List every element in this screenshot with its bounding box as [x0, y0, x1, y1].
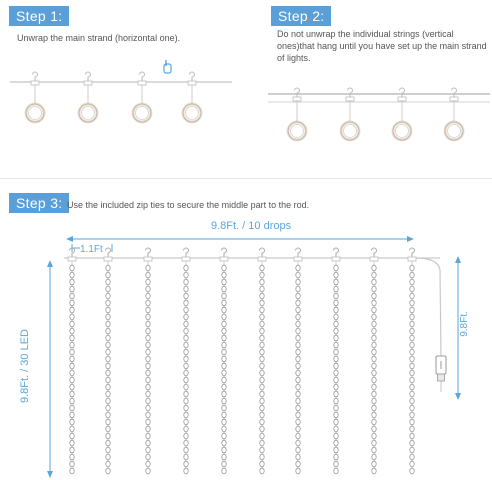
coil-icon: [393, 122, 411, 140]
usb-plug-icon: [436, 356, 446, 381]
width-dimension-label: 9.8Ft. / 10 drops: [211, 220, 292, 232]
light-strand: [106, 261, 110, 474]
light-strand: [184, 261, 188, 474]
light-strand: [146, 261, 150, 474]
hand-pointer-icon: [164, 60, 171, 73]
spacing-dimension-label: 1.1Ft: [80, 244, 103, 255]
hook-icon: [138, 72, 146, 85]
hook-icon: [144, 248, 152, 261]
coil-icon: [183, 104, 201, 122]
step-2-text: Do not unwrap the individual strings (vertical ones)that hang until you have set up the main strand of lights.: [277, 29, 487, 63]
curtain-light-illustration: [0, 228, 492, 480]
hook-icon: [294, 248, 302, 261]
coil-icon: [79, 104, 97, 122]
light-strand: [296, 261, 300, 474]
step-3-badge: Step 3:: [9, 193, 69, 213]
hook-icon: [188, 72, 196, 85]
hook-icon: [104, 248, 112, 261]
hook-icon: [258, 248, 266, 261]
section-divider: [0, 178, 492, 179]
hook-icon: [182, 248, 190, 261]
width-dimension-arrow: [66, 236, 414, 242]
hook-icon: [370, 248, 378, 261]
step-3-text: Use the included zip ties to secure the middle part to the rod.: [67, 200, 310, 210]
hook-icon: [332, 248, 340, 261]
step-1-text: Unwrap the main strand (horizontal one).: [17, 33, 181, 43]
light-strand: [260, 261, 264, 474]
hook-icon: [220, 248, 228, 261]
coil-icon: [341, 122, 359, 140]
step-1-illustration: [0, 60, 240, 135]
height-right-dimension-arrow: [455, 256, 461, 400]
height-left-dimension-arrow: [47, 260, 53, 478]
light-strand: [334, 261, 338, 474]
light-strand: [410, 261, 414, 474]
step-1-badge: Step 1:: [9, 6, 69, 26]
light-strand: [70, 261, 74, 474]
height-right-dimension-label: 9.8Ft.: [459, 311, 470, 337]
coil-icon: [445, 122, 463, 140]
height-left-dimension-label: 9.8Ft. / 30 LED: [19, 329, 31, 403]
coil-icon: [288, 122, 306, 140]
step-2-illustration: [262, 80, 492, 155]
spacing-dimension-bracket: [72, 244, 112, 252]
hook-icon: [31, 72, 39, 85]
step-2-badge: Step 2:: [271, 6, 331, 26]
hook-icon: [84, 72, 92, 85]
coil-icon: [26, 104, 44, 122]
coil-icon: [133, 104, 151, 122]
light-strand: [222, 261, 226, 474]
hook-icon: [408, 248, 416, 261]
light-strand: [372, 261, 376, 474]
